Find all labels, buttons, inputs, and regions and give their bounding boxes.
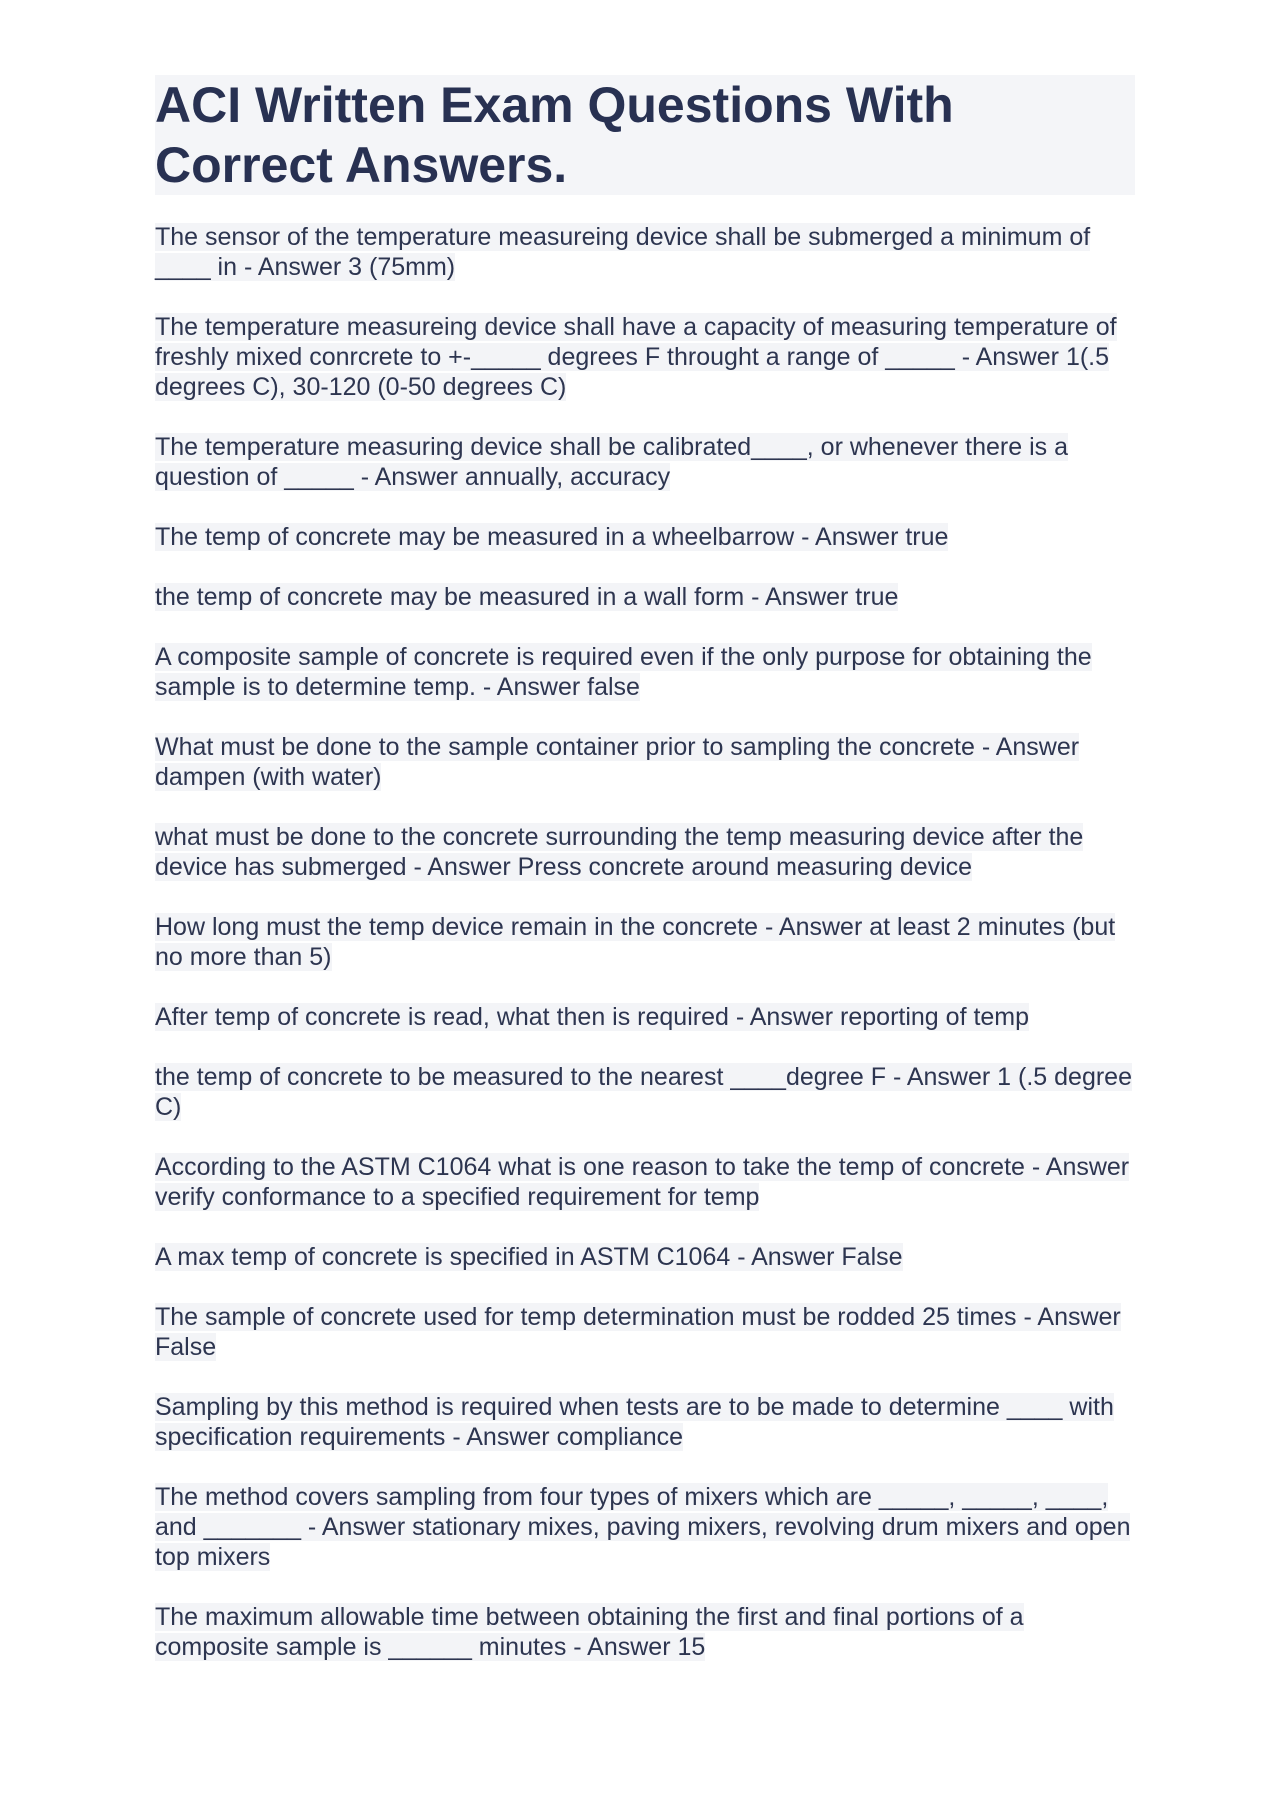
qa-item [155,1482,1135,1572]
qa-text: Sampling by this method is required when tests are to be made to determine ____ with specification requirements - Answer compliance [155,1393,1114,1451]
qa-item [155,222,1135,282]
document-page [155,75,1135,1692]
qa-item [155,432,1135,492]
qa-item [155,312,1135,402]
qa-item [155,1392,1135,1452]
qa-item [155,642,1135,702]
qa-text: A composite sample of concrete is required even if the only purpose for obtaining the sample is to determine temp. - Answer false [155,643,1092,701]
qa-text: The sensor of the temperature measureing device shall be submerged a minimum of ____ in - Answer 3 (75mm) [155,223,1091,281]
qa-item [155,732,1135,792]
qa-text: A max temp of concrete is specified in ASTM C1064 - Answer False [155,1243,903,1271]
qa-list [155,222,1135,1662]
qa-text: After temp of concrete is read, what then is required - Answer reporting of temp [155,1003,1030,1031]
qa-item [155,1602,1135,1662]
qa-text: How long must the temp device remain in the concrete - Answer at least 2 minutes (but no more than 5) [155,913,1116,971]
qa-text: the temp of concrete to be measured to the nearest ____degree F - Answer 1 (.5 degree C) [155,1063,1132,1121]
qa-item [155,1242,1135,1272]
qa-item [155,522,1135,552]
qa-text: The temperature measuring device shall be calibrated____, or whenever there is a question of _____ - Answer annually, accuracy [155,433,1069,491]
qa-item [155,1302,1135,1362]
qa-text: According to the ASTM C1064 what is one reason to take the temp of concrete - Answer verify conformance to a specified requirement for temp [155,1153,1130,1211]
qa-item [155,1002,1135,1032]
qa-text: The sample of concrete used for temp determination must be rodded 25 times - Answer False [155,1303,1121,1361]
qa-text: the temp of concrete may be measured in a wall form - Answer true [155,583,899,611]
qa-text: The method covers sampling from four types of mixers which are _____, _____, ____, and _______ - Answer stationary mixes, paving mixers, revolving drum mixers and open top mixers [155,1483,1131,1571]
qa-item [155,912,1135,972]
qa-item [155,582,1135,612]
qa-item [155,822,1135,882]
qa-item [155,1062,1135,1122]
qa-text: what must be done to the concrete surrounding the temp measuring device after the device has submerged - Answer Press concrete around measuring device [155,823,1084,881]
qa-text: What must be done to the sample container prior to sampling the concrete - Answer dampen (with water) [155,733,1080,791]
document-title: ACI Written Exam Questions With Correct Answers. [155,75,1135,195]
qa-text: The temp of concrete may be measured in a wheelbarrow - Answer true [155,523,949,551]
qa-text: The maximum allowable time between obtaining the first and final portions of a composite sample is ______ minutes - Answer 15 [155,1603,1024,1661]
qa-item [155,1152,1135,1212]
qa-text: The temperature measureing device shall have a capacity of measuring temperature of freshly mixed conrcrete to +-_____ degrees F throught a range of _____ - Answer 1(.5 degrees C), 30-120 (0-50 degrees C) [155,313,1117,401]
